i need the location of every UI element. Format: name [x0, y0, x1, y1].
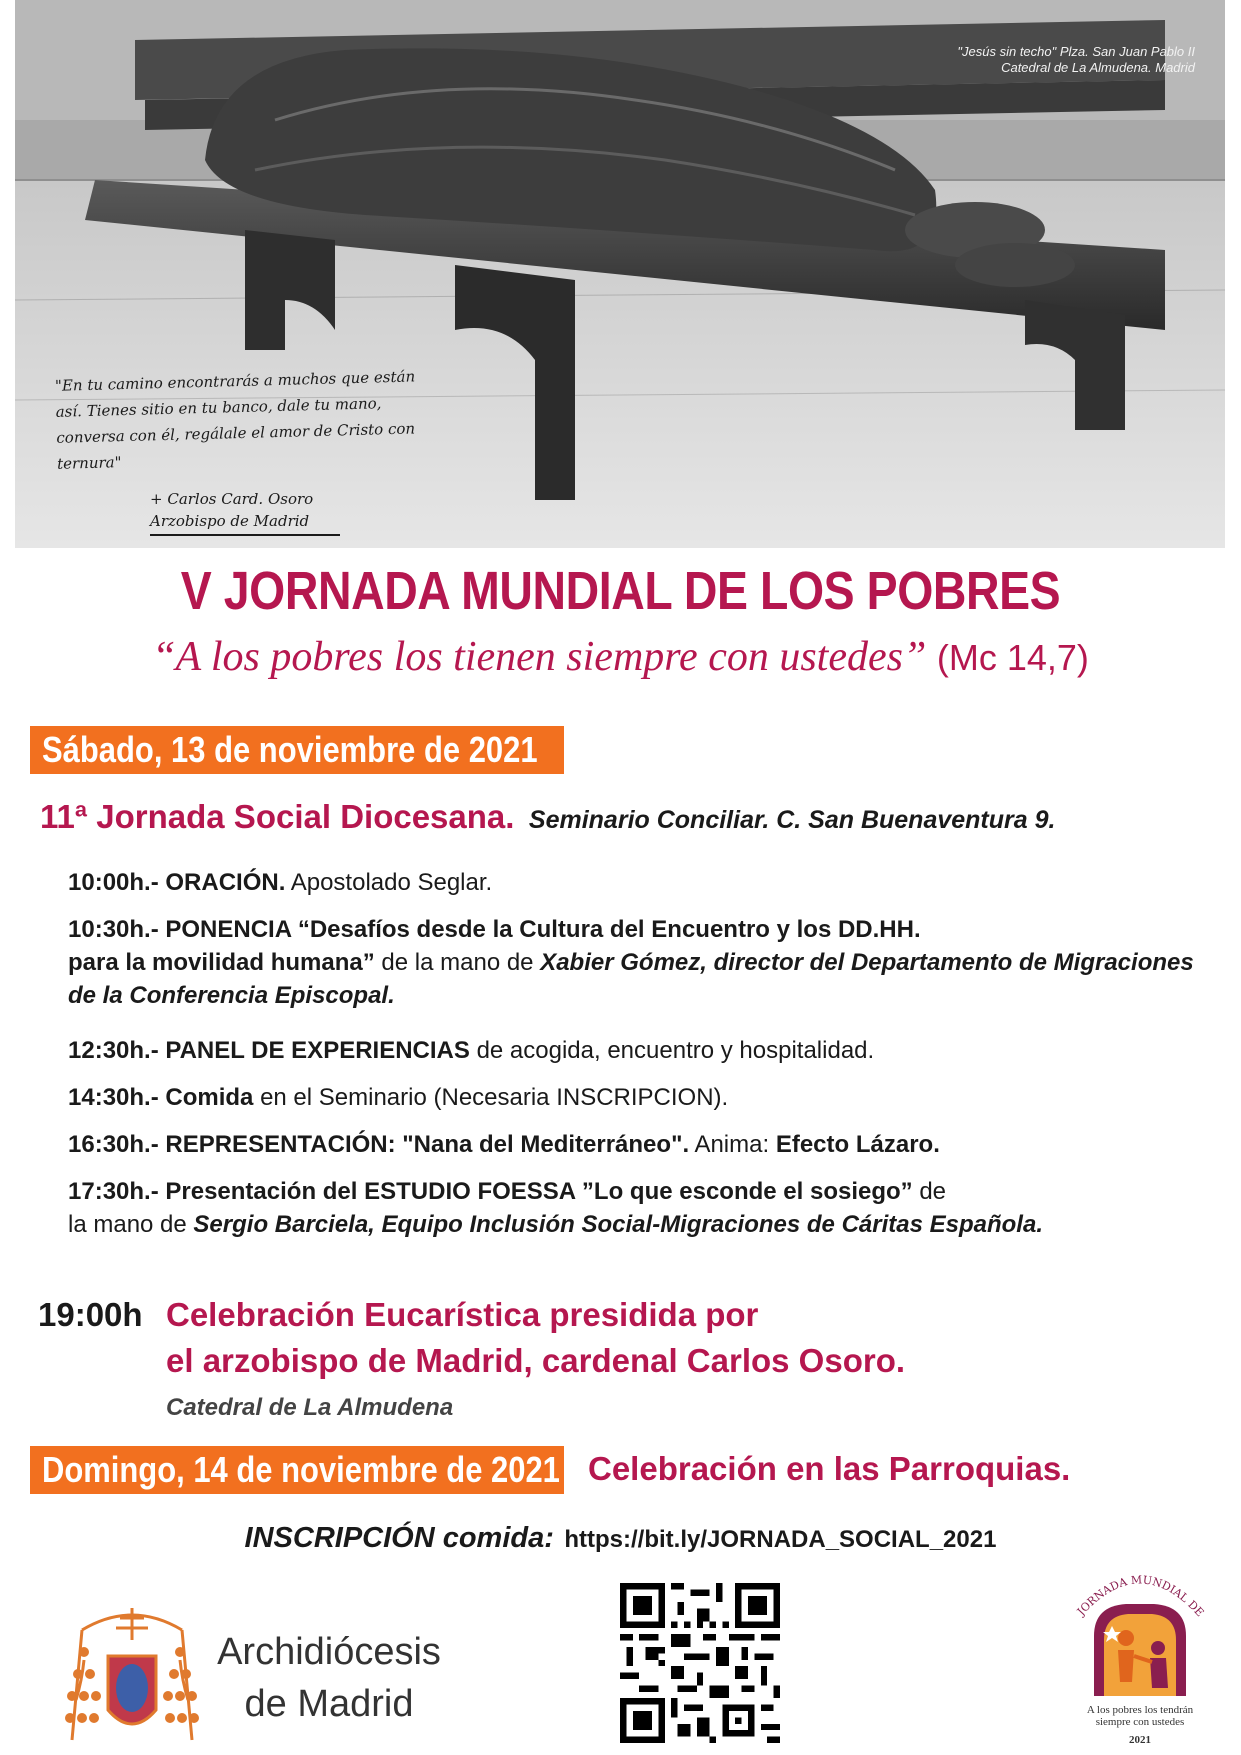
program-time: 10:30h.-: [68, 916, 159, 943]
event-title: 11ª Jornada Social Diocesana.: [40, 798, 515, 835]
page-subtitle: [0, 633, 1241, 681]
photo-caption-line1: "Jesús sin techo" Plza. San Juan Pablo II: [957, 44, 1195, 59]
program-title: Presentación del ESTUDIO FOESSA ”Lo que esconde el sosiego”: [165, 1178, 913, 1205]
coat-of-arms-icon: [62, 1600, 202, 1750]
program-time: 14:30h.-: [68, 1084, 159, 1111]
program-title: PANEL DE EXPERIENCIAS: [165, 1037, 470, 1064]
world-day-logo-caption: [1068, 1704, 1212, 1746]
celebration-line1: Celebración Eucarística presidida por: [166, 1296, 759, 1333]
archdiocese-name: [204, 1626, 454, 1730]
program-title: Comida: [165, 1084, 254, 1111]
program-detail: en el Seminario (Necesaria INSCRIPCION).: [260, 1084, 729, 1111]
event-heading: [40, 798, 1055, 836]
qr-code[interactable]: [620, 1583, 780, 1743]
logo-arc-text: JORNADA MUNDIAL DE: [1074, 1573, 1207, 1620]
archdiocese-line2: de Madrid: [244, 1683, 414, 1725]
program-detail: de la mano de: [381, 949, 534, 976]
sunday-date-bar: [30, 1446, 564, 1494]
program-item: [68, 1081, 1228, 1114]
program-item: [68, 1175, 1228, 1241]
logo-caption-line2: siempre con ustedes: [1095, 1716, 1185, 1728]
handwritten-signature: [150, 488, 313, 532]
world-day-emblem-icon: [1070, 1556, 1210, 1706]
logo-caption-line1: A los pobres los tendrán: [1086, 1704, 1194, 1716]
program-detail: Anima:: [694, 1131, 770, 1158]
program-detail: de acogida, encuentro y hospitalidad.: [476, 1037, 875, 1064]
program-title: REPRESENTACIÓN: "Nana del Mediterráneo".: [165, 1131, 690, 1158]
handwritten-quote: "En tu camino encontrarás a muchos que están así. Tienes sitio en tu banco, dale tu mano, conversa con él, regálale el amor de Cristo con ternura": [54, 367, 416, 473]
subtitle-reference: (Mc 14,7): [936, 637, 1089, 678]
sunday-date-label: Domingo, 14 de noviembre de 2021: [42, 1449, 560, 1490]
photo-caption: [957, 44, 1195, 76]
program-time: 10:00h.-: [68, 869, 159, 896]
program-item: [68, 1128, 1228, 1161]
program-detail: de: [919, 1178, 947, 1205]
celebration-location: Catedral de La Almudena: [166, 1394, 454, 1421]
archdiocese-logo: [62, 1600, 482, 1750]
program-item: [68, 866, 1228, 899]
program-time: 16:30h.-: [68, 1131, 159, 1158]
program-detail-cont: la mano de: [68, 1211, 187, 1238]
program-time: 12:30h.-: [68, 1037, 159, 1064]
program-item: [68, 1034, 1228, 1067]
event-place: Seminario Conciliar. C. San Buenaventura 9.: [528, 806, 1056, 834]
celebration-time: 19:00h: [38, 1296, 143, 1333]
celebration-line2: el arzobispo de Madrid, cardenal Carlos Osoro.: [166, 1342, 906, 1379]
signature-line1: + Carlos Card. Osoro: [150, 490, 314, 508]
program-detail: Apostolado Seglar.: [290, 869, 493, 896]
registration-label: INSCRIPCIÓN comida:: [244, 1522, 554, 1554]
page-title: V JORNADA MUNDIAL DE LOS POBRES: [180, 561, 1061, 621]
program-speaker: Xabier Gómez, director del Departamento de Migraciones de la Conferencia Episcopal.: [68, 949, 1194, 1009]
registration-link[interactable]: https://bit.ly/JORNADA_SOCIAL_2021: [564, 1526, 997, 1553]
program-title: ORACIÓN.: [165, 869, 286, 896]
program-title-cont: para la movilidad humana”: [68, 949, 375, 976]
subtitle-quote: “A los pobres los tienen siempre con ustedes”: [152, 634, 927, 680]
program-performer: Efecto Lázaro.: [775, 1131, 940, 1158]
registration-line: [0, 1522, 1241, 1555]
archdiocese-line1: Archidiócesis: [217, 1631, 441, 1673]
saturday-date-bar: [30, 726, 564, 774]
signature-line2: Arzobispo de Madrid: [150, 512, 310, 530]
photo-caption-line2: Catedral de La Almudena. Madrid: [1001, 60, 1195, 75]
program-speaker: Sergio Barciela, Equipo Inclusión Social-Migraciones de Cáritas Española.: [193, 1211, 1043, 1238]
program-item: [68, 913, 1228, 1012]
qr-code-icon: [620, 1583, 780, 1743]
logo-year: 2021: [1129, 1734, 1151, 1746]
saturday-date-label: Sábado, 13 de noviembre de 2021: [42, 729, 538, 770]
signature-underline: [150, 534, 340, 536]
program-time: 17:30h.-: [68, 1178, 159, 1205]
program-title: PONENCIA “Desafíos desde la Cultura del Encuentro y los DD.HH.: [165, 916, 921, 943]
sunday-celebration: Celebración en las Parroquias.: [588, 1450, 1071, 1487]
